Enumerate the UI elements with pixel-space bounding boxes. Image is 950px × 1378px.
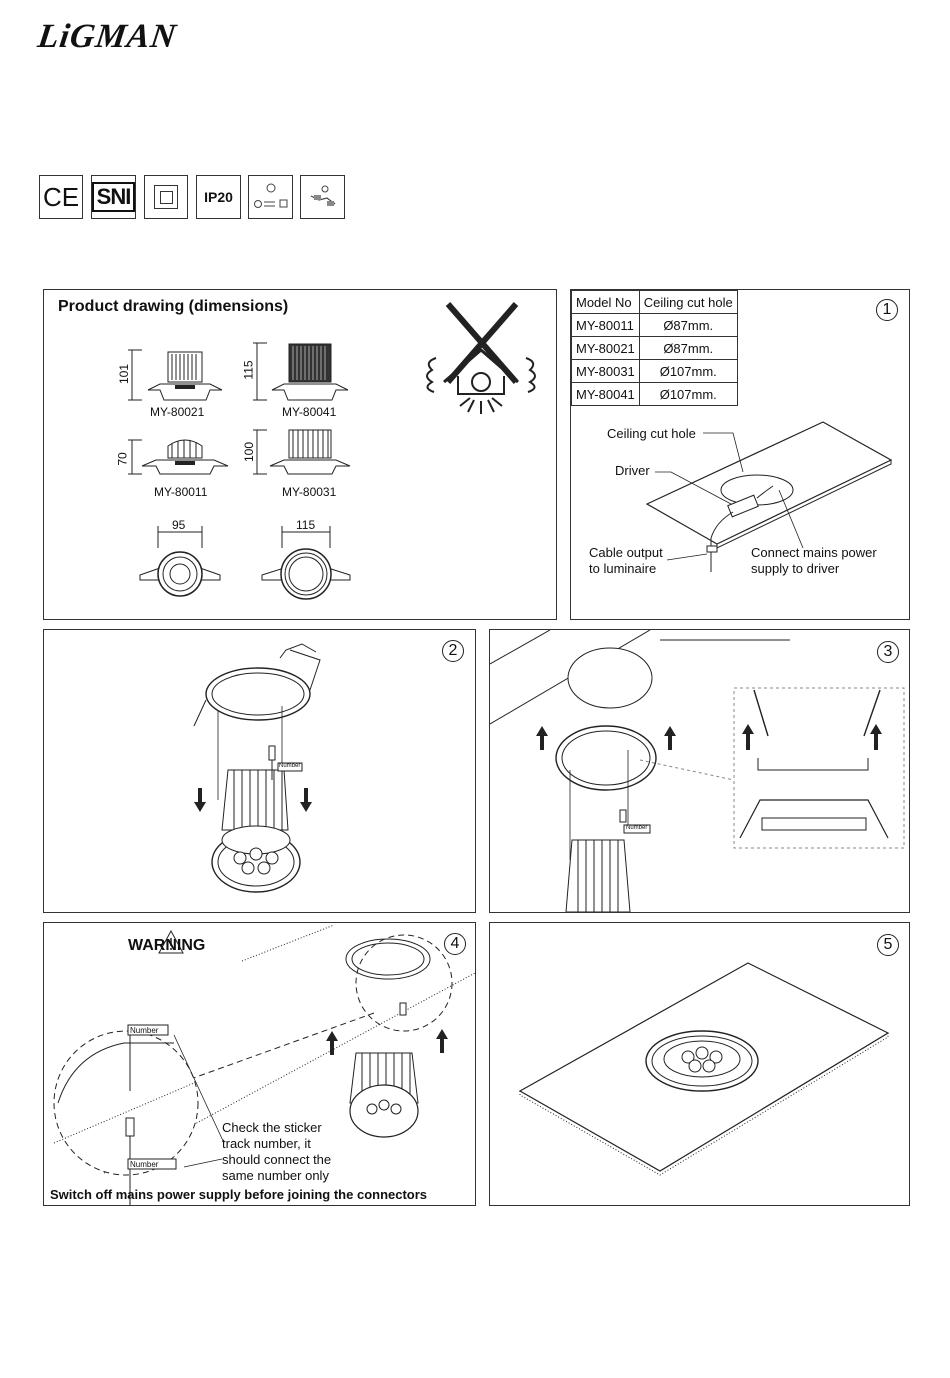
height-label: 100 [242,441,257,463]
side-view-my-80011 [128,440,228,474]
sticker-note: Check the sticker track number, it should connect the same number only [222,1120,332,1183]
driver-connection-icon [300,175,345,219]
mains-label: Connect mains power supply to driver [751,545,877,576]
sni-mark-icon: SNI [91,175,136,219]
finished-install-diagram [490,923,909,1205]
table-row: MY-80031 Ø107mm. [572,360,738,383]
side-view-my-80021 [128,350,222,400]
step-number: 5 [877,934,899,956]
panel-title: Product drawing (dimensions) [58,298,289,315]
driver-label: Driver [615,463,650,478]
number-sticker: Number [130,1160,159,1169]
no-insulation-cover-icon [427,304,535,414]
warning-title: WARNING [128,937,206,954]
step-number: 4 [444,933,466,955]
side-view-my-80041 [253,343,348,400]
number-sticker: Number [279,763,301,769]
table-header: Model No [572,291,640,314]
class-ii-insulation-icon [144,175,188,219]
safety-footer: Switch off mains power supply before joining the connectors [50,1187,428,1202]
voltage-icon [248,175,293,219]
model-label: MY-80021 [150,405,205,419]
diameter-label: 95 [172,518,186,532]
product-drawing-panel [43,289,557,620]
brand-logo: LiGMAN [35,18,179,55]
cut-hole-label: Ceiling cut hole [607,426,696,441]
number-sticker: Number [130,1026,159,1035]
step-5-panel [489,922,910,1206]
cable-label: Cable output to luminaire [589,545,663,576]
insert-module-diagram [44,630,475,912]
step-number: 2 [442,640,464,662]
table-row: MY-80021 Ø87mm. [572,337,738,360]
side-view-my-80031 [253,430,350,474]
step-3-panel [489,629,910,913]
height-label: 115 [241,360,256,380]
table-row: MY-80041 Ø107mm. [572,383,738,406]
step-2-panel [43,629,476,913]
ceiling-mount-diagram [490,630,909,912]
ce-mark-icon: CE [39,175,83,219]
diameter-label: 115 [296,518,316,532]
ip-rating-icon: IP20 [196,175,241,219]
step-number: 1 [876,299,898,321]
front-view-115 [262,526,350,599]
model-label: MY-80031 [282,485,337,499]
height-label: 101 [117,363,132,385]
table-header: Ceiling cut hole [639,291,737,314]
table-row: MY-80011 Ø87mm. [572,314,738,337]
number-sticker: Number [626,825,648,831]
step-1-panel [570,289,910,620]
step-4-panel [43,922,476,1206]
front-view-95 [140,526,220,596]
model-label: MY-80041 [282,405,337,419]
model-label: MY-80011 [154,485,208,499]
step-number: 3 [877,641,899,663]
height-label: 70 [115,452,130,466]
